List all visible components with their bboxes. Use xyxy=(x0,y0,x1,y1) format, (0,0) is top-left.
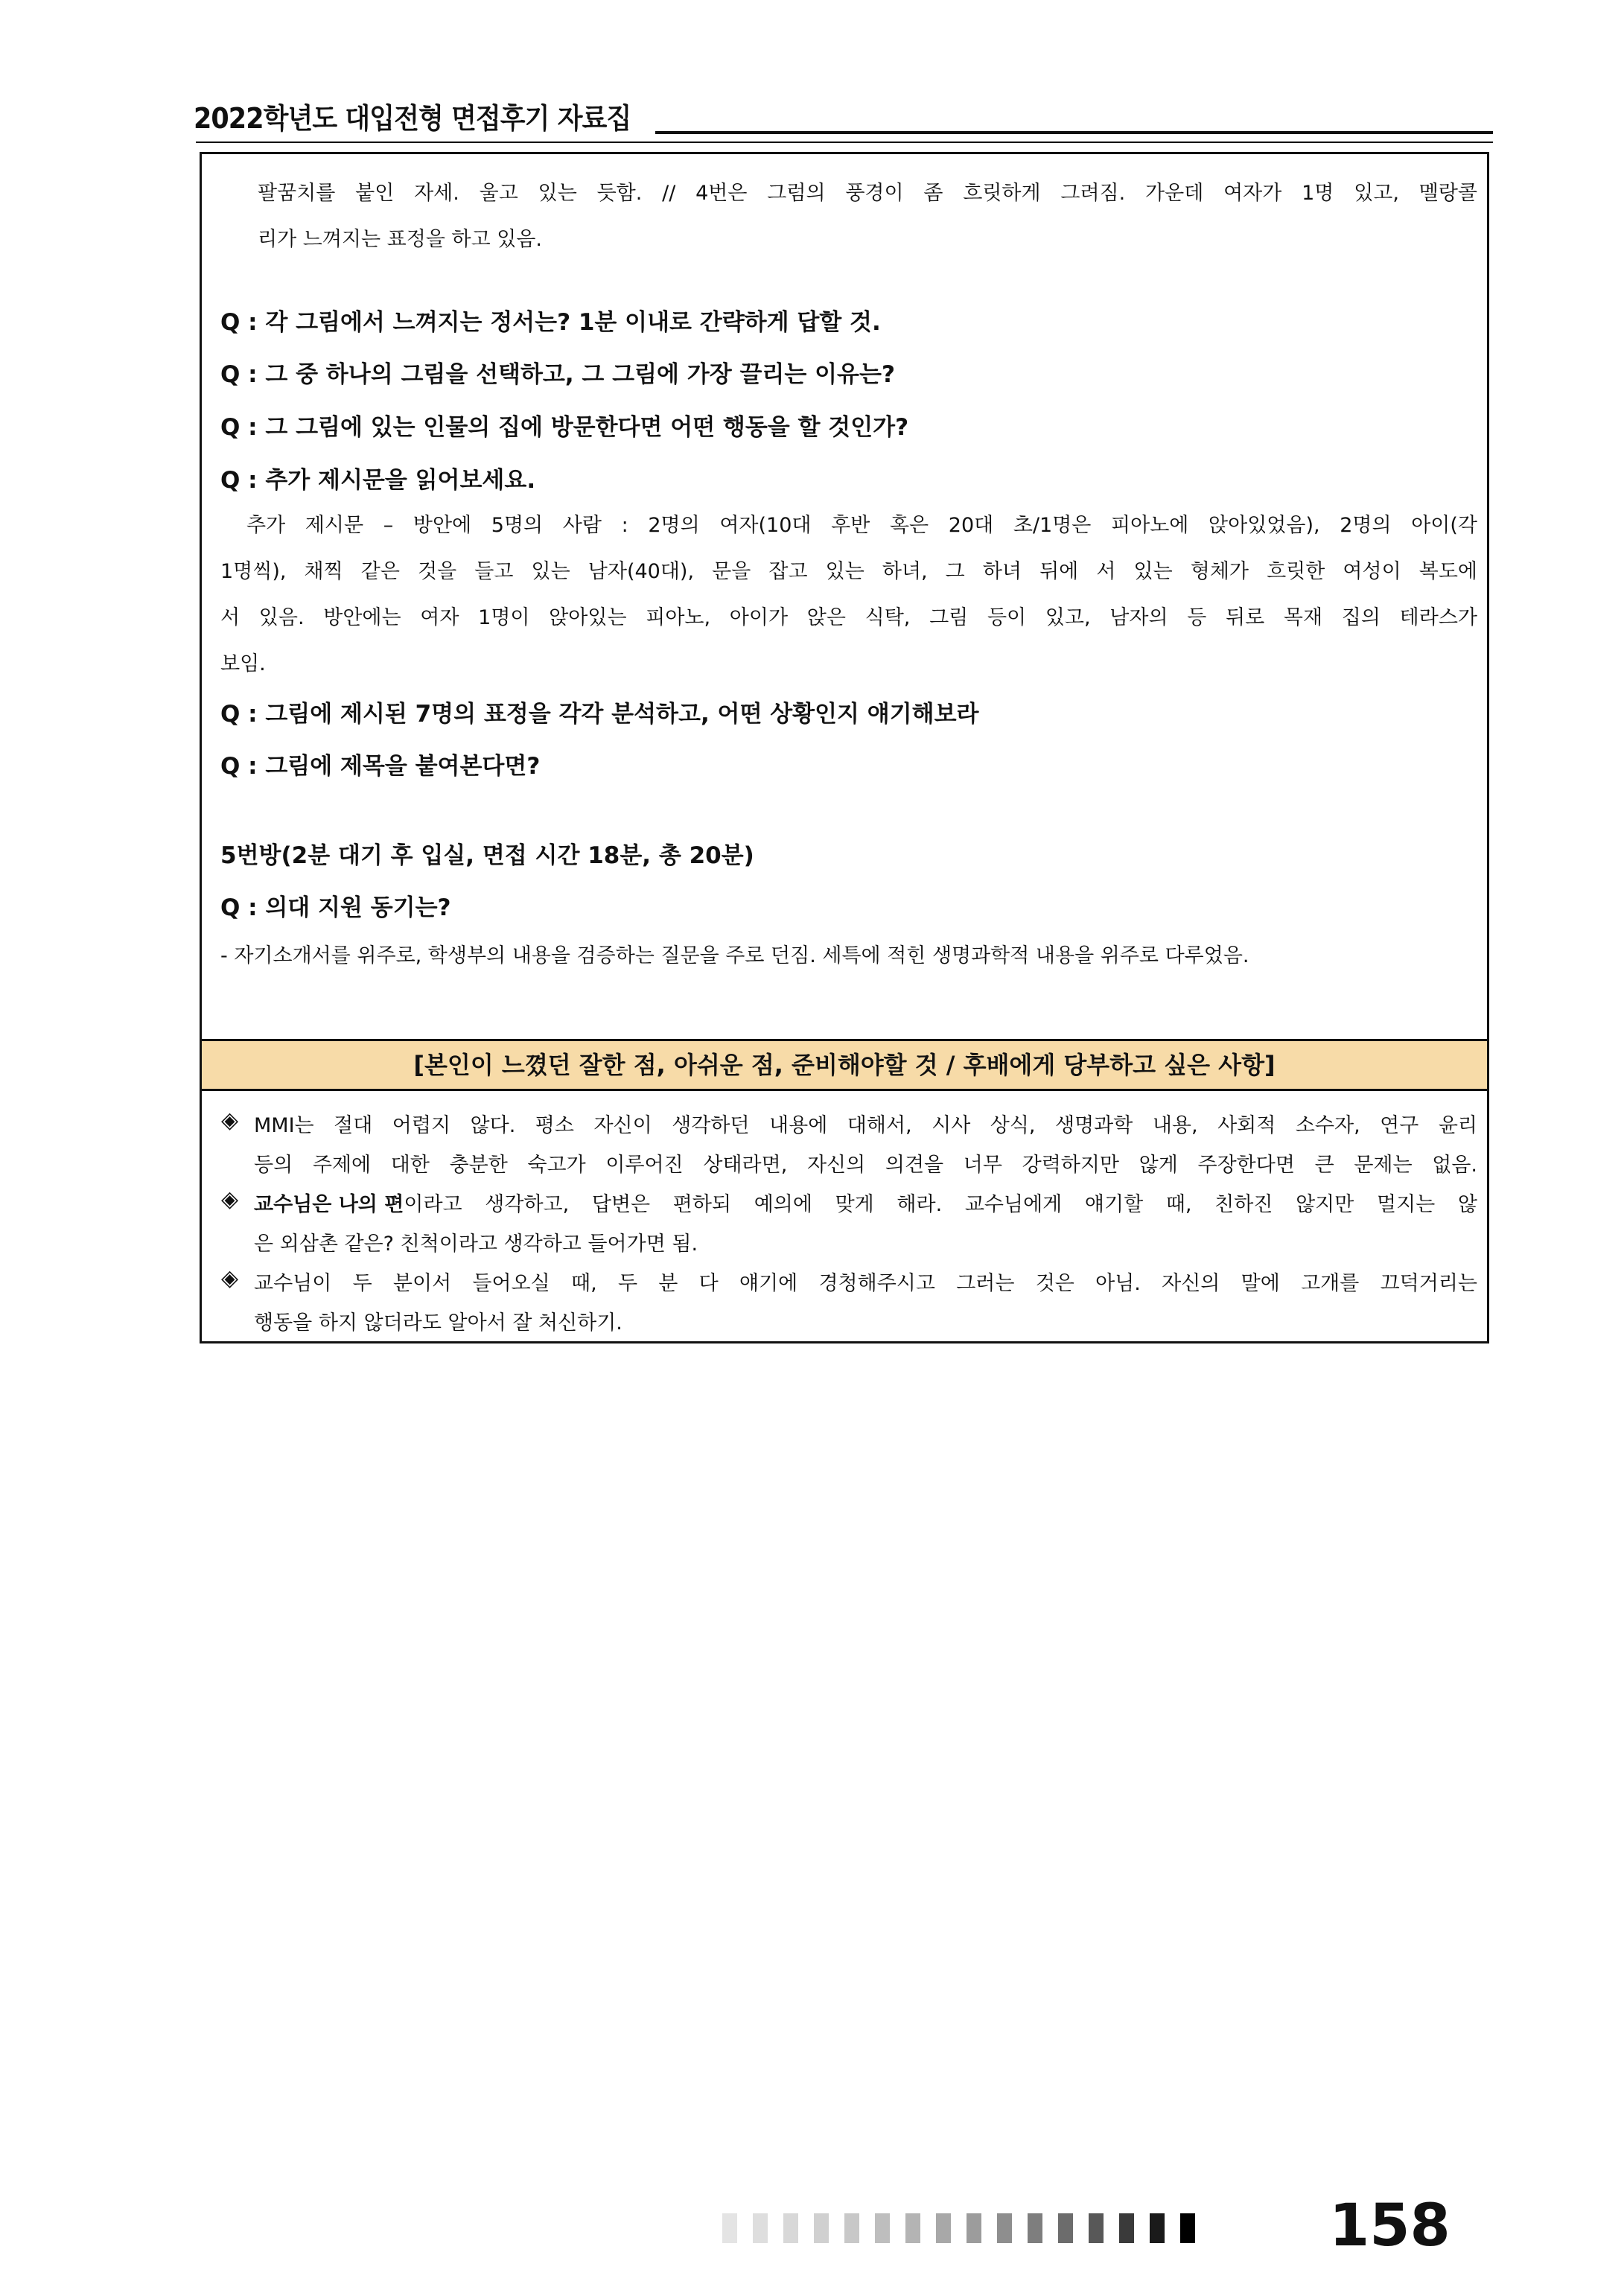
bullet-diamond-icon: ◈ xyxy=(221,1265,239,1291)
tip-2-emphasis: 교수님은 나의 편 xyxy=(254,1193,404,1216)
footer-bar xyxy=(967,2213,981,2243)
tips-heading: [본인이 느꼈던 잘한 점, 아쉬운 점, 준비해야할 것 / 후배에게 당부하고 싶은 사항] xyxy=(202,1039,1487,1091)
footer-bar xyxy=(905,2213,920,2243)
footer-bar xyxy=(844,2213,859,2243)
tip-2-line-2: 은 외삼촌 같은? 친척이라고 생각하고 들어가면 됨. xyxy=(254,1233,698,1256)
tip-2-line-1-rest: 이라고 생각하고, 답변은 편하되 예의에 맞게 해라. 교수님에게 얘기할 때, 친하진 않지만 멀지는 않 xyxy=(404,1193,1477,1216)
footer-bar xyxy=(997,2213,1012,2243)
room5-question: Q : 의대 지원 동기는? xyxy=(220,894,451,921)
tip-3-line-1: 교수님이 두 분이서 들어오실 때, 두 분 다 얘기에 경청해주시고 그러는 것은 아님. 자신의 말에 고개를 끄덕거리는 xyxy=(254,1272,1477,1295)
footer-bar xyxy=(1058,2213,1073,2243)
footer-bar xyxy=(1180,2213,1195,2243)
tip-1-line-1: MMI는 절대 어렵지 않다. 평소 자신이 생각하던 내용에 대해서, 시사 상식, 생명과학 내용, 사회적 소수자, 연구 윤리 xyxy=(254,1114,1477,1137)
question-3: Q : 그 그림에 있는 인물의 집에 방문한다면 어떤 행동을 할 것인가? xyxy=(220,414,909,441)
bullet-diamond-icon: ◈ xyxy=(221,1186,239,1212)
intro-line-1: 팔꿈치를 붙인 자세. 울고 있는 듯함. // 4번은 그럼의 풍경이 좀 흐릿하게 그려짐. 가운데 여자가 1명 있고, 멜랑콜 xyxy=(258,182,1477,205)
tip-1-line-2: 등의 주제에 대한 충분한 숙고가 이루어진 상태라면, 자신의 의견을 너무 강력하지만 않게 주장한다면 큰 문제는 없음. xyxy=(254,1154,1477,1177)
footer-bar xyxy=(783,2213,798,2243)
bullet-diamond-icon: ◈ xyxy=(221,1107,239,1133)
page-number: 158 xyxy=(1329,2192,1451,2260)
header-title: 2022학년도 대입전형 면접후기 자료집 xyxy=(194,102,631,135)
footer-bar xyxy=(875,2213,890,2243)
footer-bar xyxy=(936,2213,951,2243)
question-1: Q : 각 그림에서 느껴지는 정서는? 1분 이내로 간략하게 답할 것. xyxy=(220,309,881,336)
footer-bar xyxy=(1028,2213,1042,2243)
extra-line-3: 서 있음. 방안에는 여자 1명이 앉아있는 피아노, 아이가 앉은 식탁, 그림 등이 있고, 남자의 등 뒤로 목재 집의 테라스가 xyxy=(220,606,1477,629)
question-4: Q : 추가 제시문을 읽어보세요. xyxy=(220,467,536,494)
header-rule xyxy=(655,131,1493,134)
tip-3-line-2: 행동을 하지 않더라도 알아서 잘 처신하기. xyxy=(254,1311,622,1335)
tip-2-line-1 xyxy=(254,1188,1477,1217)
footer-bar xyxy=(1119,2213,1134,2243)
interview-content xyxy=(202,154,1487,1039)
content-box xyxy=(200,152,1489,1343)
extra-line-1: 추가 제시문 – 방안에 5명의 사람 : 2명의 여자(10대 후반 혹은 20대 초/1명은 피아노에 앉아있었음), 2명의 아이(각 xyxy=(246,514,1477,537)
intro-line-2: 리가 느껴지는 표정을 하고 있음. xyxy=(258,228,542,251)
room5-note: - 자기소개서를 위주로, 학생부의 내용을 검증하는 질문을 주로 던짐. 세특에 적힌 생명과학적 내용을 위주로 다루었음. xyxy=(220,944,1249,967)
footer-bar xyxy=(814,2213,829,2243)
extra-line-4: 보임. xyxy=(220,652,266,675)
footer-bar xyxy=(1150,2213,1165,2243)
question-2: Q : 그 중 하나의 그림을 선택하고, 그 그림에 가장 끌리는 이유는? xyxy=(220,361,895,388)
footer-bar xyxy=(753,2213,768,2243)
footer-bar xyxy=(722,2213,737,2243)
question-5: Q : 그림에 제시된 7명의 표정을 각각 분석하고, 어떤 상황인지 얘기해보라 xyxy=(220,701,979,728)
footer-gradient-bars xyxy=(722,2213,1195,2243)
question-6: Q : 그림에 제목을 붙여본다면? xyxy=(220,753,541,780)
footer-bar xyxy=(1089,2213,1104,2243)
header-rule-thin xyxy=(196,141,1493,143)
extra-line-2: 1명씩), 채찍 같은 것을 들고 있는 남자(40대), 문을 잡고 있는 하녀, 그 하녀 뒤에 서 있는 형체가 흐릿한 여성이 복도에 xyxy=(220,560,1477,583)
room5-title: 5번방(2분 대기 후 입실, 면접 시간 18분, 총 20분) xyxy=(220,842,754,869)
